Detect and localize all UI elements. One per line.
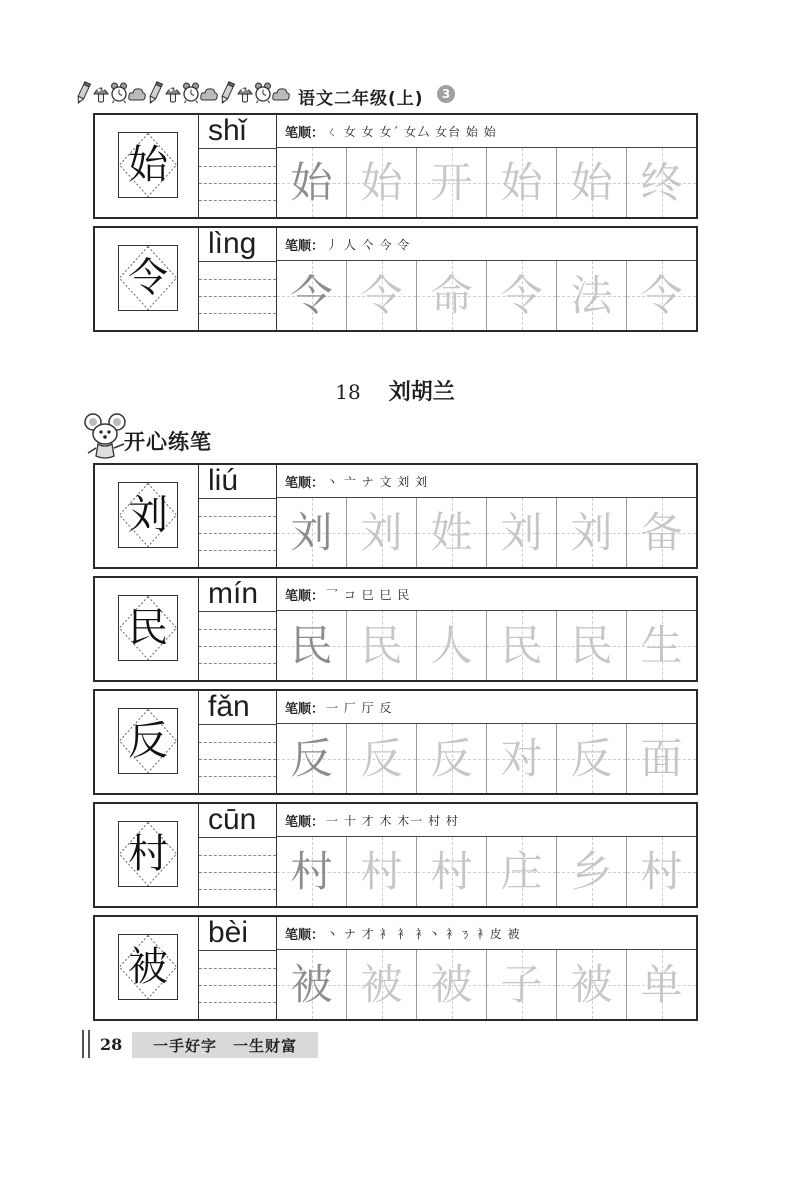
tracing-cell — [557, 724, 627, 793]
trace-character: 被 — [570, 959, 613, 1009]
practice-area — [277, 578, 696, 680]
footer-bar-left — [82, 1030, 84, 1058]
tracing-cell — [417, 498, 487, 567]
footer-bar-right — [88, 1030, 90, 1058]
tracing-cells — [277, 148, 696, 217]
tracing-cell — [277, 148, 347, 217]
pinyin-column — [199, 115, 277, 217]
tracing-cell — [277, 837, 347, 906]
tracing-cell — [277, 950, 347, 1019]
model-character: 刘 — [128, 492, 168, 538]
trace-character: 反 — [430, 733, 473, 783]
pinyin-column — [199, 917, 277, 1019]
trace-character: 村 — [430, 846, 473, 896]
pinyin-text: shǐ — [208, 114, 247, 147]
trace-character: 村 — [290, 846, 333, 896]
trace-character: 始 — [570, 157, 613, 207]
stroke-order — [277, 228, 696, 261]
trace-character: 反 — [360, 733, 403, 783]
practice-row — [93, 802, 698, 908]
tracing-cell — [417, 837, 487, 906]
tracing-cell — [487, 611, 557, 680]
volume-badge: 3 — [437, 85, 455, 103]
pencil-icon — [74, 79, 92, 107]
guide-line — [199, 629, 276, 630]
tracing-cell — [627, 498, 696, 567]
pinyin-writing-lines — [199, 950, 276, 1019]
tracing-cell — [487, 950, 557, 1019]
trace-character: 刘 — [570, 507, 613, 557]
tracing-cell — [277, 724, 347, 793]
tracing-cell — [347, 837, 417, 906]
trace-character: 命 — [430, 270, 473, 320]
tracing-cells — [277, 261, 696, 330]
trace-character: 始 — [290, 157, 333, 207]
model-character: 反 — [128, 718, 168, 764]
mouse-mascot-icon — [84, 412, 128, 462]
guide-line — [199, 742, 276, 743]
pinyin-text: bèi — [208, 916, 249, 949]
stroke-order-label: 笔顺： — [285, 588, 325, 604]
stroke-sequence: 丶 亠 ナ 文 刘 刘 — [326, 474, 429, 489]
guide-line — [199, 183, 276, 184]
trace-character: 备 — [640, 507, 683, 557]
pinyin-text: mín — [208, 577, 259, 610]
pinyin-column — [199, 578, 277, 680]
tracing-cell — [557, 498, 627, 567]
tracing-cell — [347, 148, 417, 217]
trace-character: 单 — [640, 959, 683, 1009]
tracing-cell — [557, 261, 627, 330]
lesson-title: 刘胡兰 — [388, 380, 455, 405]
practice-row — [93, 463, 698, 569]
trace-character: 村 — [640, 846, 683, 896]
stroke-order-label: 笔顺： — [285, 475, 325, 491]
trace-character: 法 — [570, 270, 613, 320]
trace-character: 乡 — [570, 846, 613, 896]
model-character-cell — [95, 465, 199, 567]
section-label: 开心练笔 — [124, 430, 212, 454]
trace-character: 被 — [290, 959, 333, 1009]
trace-character: 反 — [290, 733, 333, 783]
clock-icon — [182, 79, 200, 107]
stroke-sequence: ㄑ 女 女 女ˊ 女厶 女台 始 始 — [326, 124, 497, 139]
tracing-cell — [487, 261, 557, 330]
guide-line — [199, 166, 276, 167]
guide-line — [199, 200, 276, 201]
model-character-cell — [95, 115, 199, 217]
tracing-cell — [557, 950, 627, 1019]
pinyin-text: fǎn — [208, 690, 250, 723]
stroke-sequence: 丿 人 亽 今 令 — [326, 237, 411, 252]
guide-line — [199, 759, 276, 760]
model-character-cell — [95, 917, 199, 1019]
pinyin-text: lìng — [208, 227, 257, 260]
practice-row — [93, 226, 698, 332]
trace-character: 始 — [500, 157, 543, 207]
stroke-sequence: 一 十 才 木 木一 村 村 — [326, 813, 459, 828]
tracing-cells — [277, 498, 696, 567]
stroke-order — [277, 465, 696, 498]
pinyin-column — [199, 465, 277, 567]
model-character: 令 — [128, 255, 168, 301]
stroke-order-label: 笔顺： — [285, 125, 325, 141]
practice-area — [277, 115, 696, 217]
cloud-icon — [128, 79, 146, 107]
tracing-cell — [417, 950, 487, 1019]
trace-character: 民 — [290, 620, 333, 670]
model-character-cell — [95, 691, 199, 793]
stroke-order — [277, 691, 696, 724]
trace-character: 人 — [430, 620, 473, 670]
tracing-cell — [627, 950, 696, 1019]
stroke-order — [277, 804, 696, 837]
tracing-cells — [277, 837, 696, 906]
tracing-cell — [417, 724, 487, 793]
stroke-sequence: 丶 ナ 才 衤 衤 衤丶 衤ㄋ 衤皮 被 — [326, 926, 521, 941]
lesson-heading — [0, 375, 790, 406]
pinyin-writing-lines — [199, 261, 276, 330]
practice-row — [93, 689, 698, 795]
tracing-cell — [627, 611, 696, 680]
trace-character: 刘 — [360, 507, 403, 557]
guide-line — [199, 313, 276, 314]
pencil-icon — [146, 79, 164, 107]
practice-row — [93, 576, 698, 682]
trace-character: 民 — [570, 620, 613, 670]
tracing-cell — [277, 498, 347, 567]
trace-character: 民 — [500, 620, 543, 670]
trace-character: 令 — [290, 270, 333, 320]
stroke-order-label: 笔顺： — [285, 701, 325, 717]
trace-character: 令 — [360, 270, 403, 320]
tracing-cell — [347, 498, 417, 567]
pencil-icon — [218, 79, 236, 107]
trace-character: 面 — [640, 733, 683, 783]
trace-character: 终 — [640, 157, 683, 207]
tracing-cell — [627, 724, 696, 793]
guide-line — [199, 985, 276, 986]
tracing-cell — [417, 261, 487, 330]
practice-row — [93, 113, 698, 219]
trace-character: 对 — [500, 733, 543, 783]
guide-line — [199, 279, 276, 280]
tracing-cells — [277, 724, 696, 793]
stroke-order — [277, 115, 696, 148]
tracing-cell — [487, 837, 557, 906]
trace-character: 生 — [640, 620, 683, 670]
tracing-cell — [557, 837, 627, 906]
clock-icon — [254, 79, 272, 107]
trace-character: 村 — [360, 846, 403, 896]
pinyin-writing-lines — [199, 498, 276, 567]
guide-line — [199, 889, 276, 890]
pinyin-text: liú — [208, 464, 239, 497]
guide-line — [199, 533, 276, 534]
tracing-cell — [347, 261, 417, 330]
tracing-cell — [347, 724, 417, 793]
practice-area — [277, 228, 696, 330]
tracing-cell — [417, 148, 487, 217]
guide-line — [199, 550, 276, 551]
trace-character: 刘 — [500, 507, 543, 557]
tracing-cells — [277, 611, 696, 680]
book-title: 语文二年级(上) — [298, 89, 424, 109]
model-character: 被 — [128, 944, 168, 990]
tracing-cell — [347, 950, 417, 1019]
tracing-cell — [277, 261, 347, 330]
model-character-cell — [95, 804, 199, 906]
trace-character: 令 — [500, 270, 543, 320]
stroke-sequence: 一 厂 厅 反 — [326, 700, 393, 715]
tracing-cell — [557, 148, 627, 217]
guide-line — [199, 646, 276, 647]
model-character: 始 — [128, 142, 168, 188]
tracing-cells — [277, 950, 696, 1019]
footer-motto: 一手好字 一生财富 — [152, 1036, 297, 1055]
header-icon-strip — [74, 79, 290, 107]
pinyin-text: cūn — [208, 803, 257, 836]
tracing-cell — [627, 148, 696, 217]
tracing-cell — [487, 148, 557, 217]
trace-character: 子 — [500, 959, 543, 1009]
trace-character: 开 — [430, 157, 473, 207]
trace-character: 庄 — [500, 846, 543, 896]
pinyin-writing-lines — [199, 837, 276, 906]
model-character: 村 — [128, 831, 168, 877]
trace-character: 姓 — [430, 507, 473, 557]
cloud-icon — [272, 79, 290, 107]
footer-motto-box — [132, 1032, 318, 1058]
clock-icon — [110, 79, 128, 107]
trace-character: 始 — [360, 157, 403, 207]
practice-area — [277, 917, 696, 1019]
guide-line — [199, 663, 276, 664]
guide-line — [199, 776, 276, 777]
tracing-cell — [277, 611, 347, 680]
model-character-cell — [95, 228, 199, 330]
trace-character: 令 — [640, 270, 683, 320]
trace-character: 被 — [360, 959, 403, 1009]
page-number: 28 — [100, 1035, 123, 1054]
tracing-cell — [347, 611, 417, 680]
guide-line — [199, 872, 276, 873]
cloud-icon — [200, 79, 218, 107]
stroke-order-label: 笔顺： — [285, 814, 325, 830]
tracing-cell — [487, 724, 557, 793]
trace-character: 刘 — [290, 507, 333, 557]
tracing-cell — [487, 498, 557, 567]
trace-character: 民 — [360, 620, 403, 670]
trace-character: 被 — [430, 959, 473, 1009]
tracing-cell — [627, 261, 696, 330]
tracing-cell — [417, 611, 487, 680]
practice-area — [277, 465, 696, 567]
practice-area — [277, 804, 696, 906]
guide-line — [199, 1002, 276, 1003]
stroke-order — [277, 917, 696, 950]
guide-line — [199, 968, 276, 969]
stroke-order — [277, 578, 696, 611]
guide-line — [199, 855, 276, 856]
pinyin-column — [199, 804, 277, 906]
stroke-sequence: 乛 コ 巳 巳 民 — [326, 587, 411, 602]
practice-row — [93, 915, 698, 1021]
trace-character: 反 — [570, 733, 613, 783]
pinyin-column — [199, 691, 277, 793]
tracing-cell — [557, 611, 627, 680]
model-character-cell — [95, 578, 199, 680]
lesson-number: 18 — [335, 380, 361, 404]
mushroom-icon — [236, 79, 254, 107]
practice-area — [277, 691, 696, 793]
guide-line — [199, 296, 276, 297]
stroke-order-label: 笔顺： — [285, 238, 325, 254]
pinyin-column — [199, 228, 277, 330]
pinyin-writing-lines — [199, 611, 276, 680]
guide-line — [199, 516, 276, 517]
mushroom-icon — [92, 79, 110, 107]
pinyin-writing-lines — [199, 724, 276, 793]
tracing-cell — [627, 837, 696, 906]
mushroom-icon — [164, 79, 182, 107]
model-character: 民 — [128, 605, 168, 651]
stroke-order-label: 笔顺： — [285, 927, 325, 943]
pinyin-writing-lines — [199, 148, 276, 217]
